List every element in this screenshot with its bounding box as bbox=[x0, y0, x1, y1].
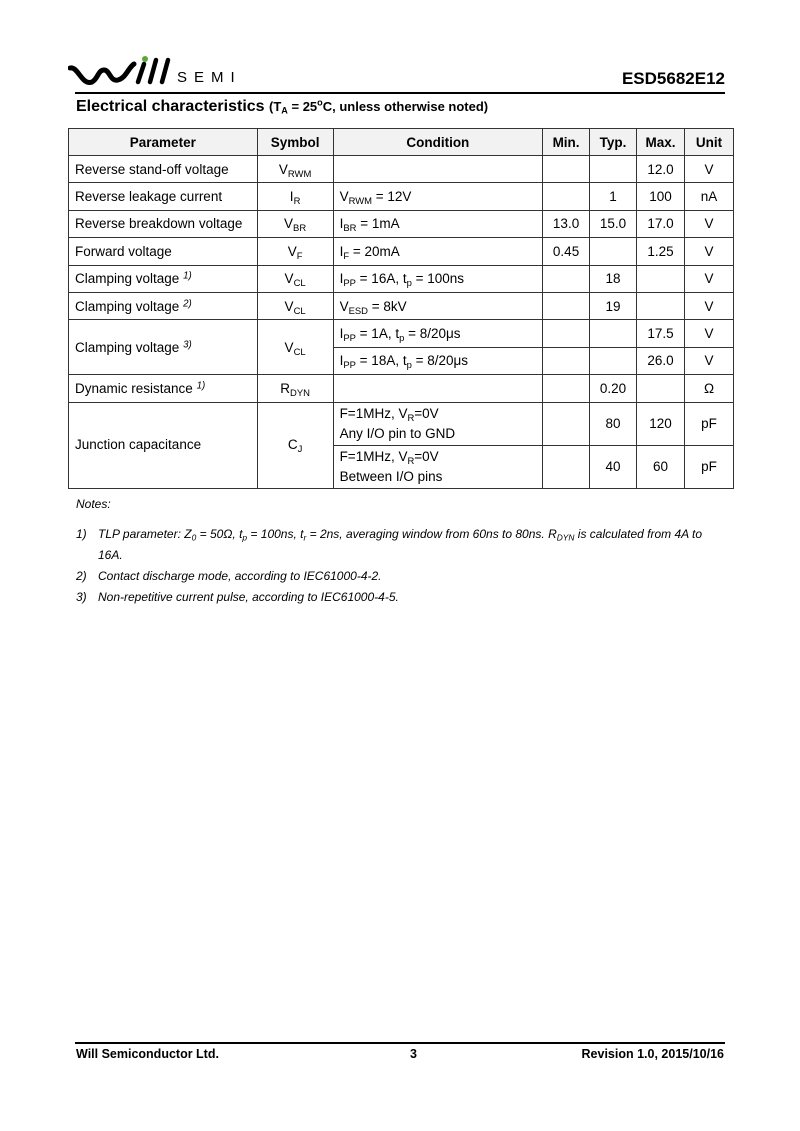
condition-cell: $V_{RWM} = 12V$ bbox=[333, 183, 543, 210]
note-2: 2) Contact discharge mode, according to IEC61000-4-2. bbox=[76, 569, 382, 583]
table-row bbox=[69, 320, 734, 347]
table-row bbox=[69, 292, 734, 319]
typ-cell bbox=[590, 156, 637, 183]
table-row bbox=[69, 402, 734, 445]
unit-cell: V bbox=[684, 210, 733, 237]
typ-cell bbox=[590, 347, 637, 374]
min-cell bbox=[543, 320, 590, 347]
table-row bbox=[69, 265, 734, 292]
condition-cell: $I_{PP} = 18A$, $t_p = 8/20\mu s$ bbox=[333, 347, 543, 374]
unit-cell: V bbox=[684, 292, 733, 319]
header-rule bbox=[75, 92, 725, 94]
min-cell: 0.45 bbox=[543, 238, 590, 265]
param-cell: Reverse stand-off voltage bbox=[69, 156, 258, 183]
unit-cell: V bbox=[684, 238, 733, 265]
notes-section bbox=[76, 497, 726, 608]
max-cell bbox=[637, 292, 685, 319]
note-3: 3) Non-repetitive current pulse, according to IEC61000-4-5. bbox=[76, 590, 399, 604]
max-cell: 1.25 bbox=[637, 238, 685, 265]
min-cell bbox=[543, 265, 590, 292]
header-condition: Condition bbox=[333, 129, 543, 156]
condition-cell: $I_{PP} = 16A$, $t_p = 100ns$ bbox=[333, 265, 543, 292]
header-min: Min. bbox=[543, 129, 590, 156]
max-cell: 120 bbox=[637, 402, 685, 445]
typ-cell: 1 bbox=[590, 183, 637, 210]
max-cell: 60 bbox=[637, 445, 685, 488]
min-cell bbox=[543, 156, 590, 183]
min-cell bbox=[543, 402, 590, 445]
param-cell: Reverse leakage current bbox=[69, 183, 258, 210]
param-cell: Reverse breakdown voltage bbox=[69, 210, 258, 237]
max-cell bbox=[637, 375, 685, 402]
max-cell: 17.5 bbox=[637, 320, 685, 347]
table-row bbox=[69, 238, 734, 265]
symbol-cell: $V_F$ bbox=[257, 238, 333, 265]
symbol-cell: $V_{CL}$ bbox=[257, 292, 333, 319]
header-parameter: Parameter bbox=[69, 129, 258, 156]
typ-cell: 18 bbox=[590, 265, 637, 292]
condition-cell: $I_F = 20mA$ bbox=[333, 238, 543, 265]
typ-cell: 15.0 bbox=[590, 210, 637, 237]
table-header-row bbox=[69, 129, 734, 156]
unit-cell: pF bbox=[684, 402, 733, 445]
min-cell bbox=[543, 292, 590, 319]
footer-company: Will Semiconductor Ltd. bbox=[76, 1047, 219, 1061]
header-max: Max. bbox=[637, 129, 685, 156]
max-cell bbox=[637, 265, 685, 292]
part-number: ESD5682E12 bbox=[621, 69, 725, 88]
table-row bbox=[69, 183, 734, 210]
typ-cell: 40 bbox=[590, 445, 637, 488]
symbol-cell: $V_{BR}$ bbox=[257, 210, 333, 237]
param-cell: Clamping voltage $^{1)}$ bbox=[69, 265, 258, 292]
logo-text: SEMI bbox=[177, 69, 242, 86]
max-cell: 26.0 bbox=[637, 347, 685, 374]
condition-cell: F=1MHz, $V_R=0V$ Any I/O pin to GND bbox=[333, 402, 543, 445]
condition-cell: $I_{PP} = 1A$, $t_p = 8/20\mu s$ bbox=[333, 320, 543, 347]
condition-cell bbox=[333, 156, 543, 183]
typ-cell: 19 bbox=[590, 292, 637, 319]
unit-cell: V bbox=[684, 156, 733, 183]
symbol-cell: $C_J$ bbox=[257, 402, 333, 488]
typ-cell: 80 bbox=[590, 402, 637, 445]
typ-cell bbox=[590, 238, 637, 265]
unit-cell: Ω bbox=[684, 375, 733, 402]
footer-revision: Revision 1.0, 2015/10/16 bbox=[581, 1047, 724, 1061]
max-cell: 12.0 bbox=[637, 156, 685, 183]
param-cell: Junction capacitance bbox=[69, 402, 258, 488]
section-title bbox=[76, 98, 488, 116]
symbol-cell: $V_{CL}$ bbox=[257, 320, 333, 375]
footer-page-number: 3 bbox=[410, 1047, 417, 1061]
note-1: 1) TLP parameter: $Z_0 = 50\Omega$, $t_p = 100ns$, $t_r = 2ns$, averaging window from 60ns to 80ns. $R_{DYN}$ is calculated from 4A to 16A. bbox=[76, 527, 703, 562]
unit-cell: pF bbox=[684, 445, 733, 488]
header-typ: Typ. bbox=[590, 129, 637, 156]
min-cell bbox=[543, 183, 590, 210]
condition-cell: $V_{ESD} = 8kV$ bbox=[333, 292, 543, 319]
condition-cell: $I_{BR} = 1mA$ bbox=[333, 210, 543, 237]
min-cell: 13.0 bbox=[543, 210, 590, 237]
max-cell: 100 bbox=[637, 183, 685, 210]
table-row bbox=[69, 210, 734, 237]
section-condition: ($T_A = 25^oC$, unless otherwise noted) bbox=[269, 97, 489, 116]
unit-cell: V bbox=[684, 347, 733, 374]
table-row bbox=[69, 375, 734, 402]
unit-cell: V bbox=[684, 265, 733, 292]
min-cell bbox=[543, 445, 590, 488]
typ-cell: 0.20 bbox=[590, 375, 637, 402]
section-title-text: Electrical characteristics bbox=[76, 98, 265, 115]
min-cell bbox=[543, 347, 590, 374]
electrical-characteristics-table bbox=[68, 128, 734, 489]
max-cell: 17.0 bbox=[637, 210, 685, 237]
header-symbol: Symbol bbox=[257, 129, 333, 156]
symbol-cell: $I_R$ bbox=[257, 183, 333, 210]
unit-cell: nA bbox=[684, 183, 733, 210]
param-cell: Forward voltage bbox=[69, 238, 258, 265]
symbol-cell: $R_{DYN}$ bbox=[257, 375, 333, 402]
header-unit: Unit bbox=[684, 129, 733, 156]
condition-cell: F=1MHz, $V_R=0V$ Between I/O pins bbox=[333, 445, 543, 488]
param-cell: Dynamic resistance $^{1)}$ bbox=[69, 375, 258, 402]
footer-rule bbox=[75, 1042, 725, 1044]
condition-cell bbox=[333, 375, 543, 402]
notes-title: Notes: bbox=[76, 497, 111, 511]
table-row bbox=[69, 156, 734, 183]
unit-cell: V bbox=[684, 320, 733, 347]
symbol-cell: $V_{CL}$ bbox=[257, 265, 333, 292]
param-cell: Clamping voltage $^{2)}$ bbox=[69, 292, 258, 319]
param-cell: Clamping voltage $^{3)}$ bbox=[69, 320, 258, 375]
min-cell bbox=[543, 375, 590, 402]
symbol-cell: $V_{RWM}$ bbox=[257, 156, 333, 183]
typ-cell bbox=[590, 320, 637, 347]
